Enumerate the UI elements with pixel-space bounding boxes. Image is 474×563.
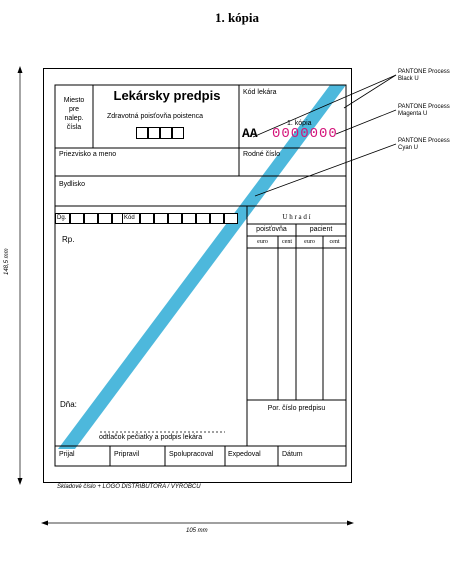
pantone-black-note: PANTONE Process Black U bbox=[398, 69, 450, 82]
diagnosis-cell[interactable] bbox=[84, 213, 98, 224]
series-label: AA bbox=[242, 126, 258, 141]
code-label-cell bbox=[122, 213, 140, 224]
code-cell[interactable] bbox=[140, 213, 154, 224]
code-cell[interactable] bbox=[196, 213, 210, 224]
insurer-cent-label: cent bbox=[282, 239, 292, 245]
code-cell[interactable] bbox=[182, 213, 196, 224]
name-label: Priezvisko a meno bbox=[59, 151, 117, 158]
copy-small-label: 1. kópia bbox=[287, 120, 312, 127]
patient-cent-label: cent bbox=[329, 239, 340, 245]
payment-header: U h r a d í bbox=[282, 213, 311, 221]
insurer-code-cell[interactable] bbox=[148, 127, 160, 139]
doctor-code-label: Kód lekára bbox=[243, 89, 277, 96]
code-cell[interactable] bbox=[224, 213, 238, 224]
insurer-column-label: poisťovňa bbox=[256, 226, 287, 233]
distributor-line: Skladové číslo + LOGO DISTRIBÚTORA / VÝROBCU bbox=[57, 484, 201, 490]
insurer-code-cell[interactable] bbox=[172, 127, 184, 139]
code-cells[interactable] bbox=[122, 213, 242, 224]
insurer-code-cell[interactable] bbox=[136, 127, 148, 139]
height-dimension-label: 148,5 mm bbox=[4, 248, 10, 275]
address-label: Bydlisko bbox=[59, 181, 86, 188]
code-cell[interactable] bbox=[168, 213, 182, 224]
pantone-magenta-note: PANTONE Process Magenta U bbox=[398, 104, 450, 117]
pantone-cyan-note: PANTONE Process Cyan U bbox=[398, 138, 450, 151]
insurer-code-cells[interactable] bbox=[136, 127, 184, 139]
diagnosis-cell[interactable] bbox=[98, 213, 112, 224]
code-cell[interactable] bbox=[210, 213, 224, 224]
birth-number-label: Rodné číslo bbox=[243, 151, 280, 158]
footer-date: Dátum bbox=[282, 451, 303, 458]
sticker-place-label: Miesto pre nalep. čísla bbox=[63, 97, 85, 131]
date-label: Dňa: bbox=[60, 400, 77, 409]
footer-received: Prijal bbox=[59, 451, 75, 458]
diagnosis-cell[interactable] bbox=[70, 213, 84, 224]
code-label: Kód bbox=[124, 215, 135, 221]
diagnosis-label-cell bbox=[55, 213, 70, 224]
order-number-label: Por. číslo predpisu bbox=[267, 405, 326, 412]
rp-label: Rp. bbox=[62, 235, 75, 244]
diagnosis-cells[interactable] bbox=[55, 213, 115, 224]
code-cell[interactable] bbox=[154, 213, 168, 224]
insurer-code-cell[interactable] bbox=[160, 127, 172, 139]
insurer-euro-label: euro bbox=[257, 239, 268, 245]
form-title: Lekársky predpis bbox=[113, 88, 221, 103]
insurer-label: Zdravotná poisťovňa poistenca bbox=[107, 113, 204, 120]
prescription-number: 0000000 bbox=[272, 126, 338, 142]
copy-title: 1. kópia bbox=[214, 10, 260, 25]
footer-prepared: Pripravil bbox=[114, 451, 140, 458]
footer-dispatched: Expedoval bbox=[228, 451, 261, 458]
patient-euro-label: euro bbox=[304, 239, 315, 245]
patient-column-label: pacient bbox=[309, 226, 333, 233]
stamp-signature-label: odtlačok pečiatky a podpis lekára bbox=[99, 434, 203, 441]
width-dimension-label: 105 mm bbox=[186, 528, 208, 534]
diagnosis-label: Dg. bbox=[57, 215, 67, 221]
footer-cooperated: Spolupracoval bbox=[169, 451, 214, 458]
